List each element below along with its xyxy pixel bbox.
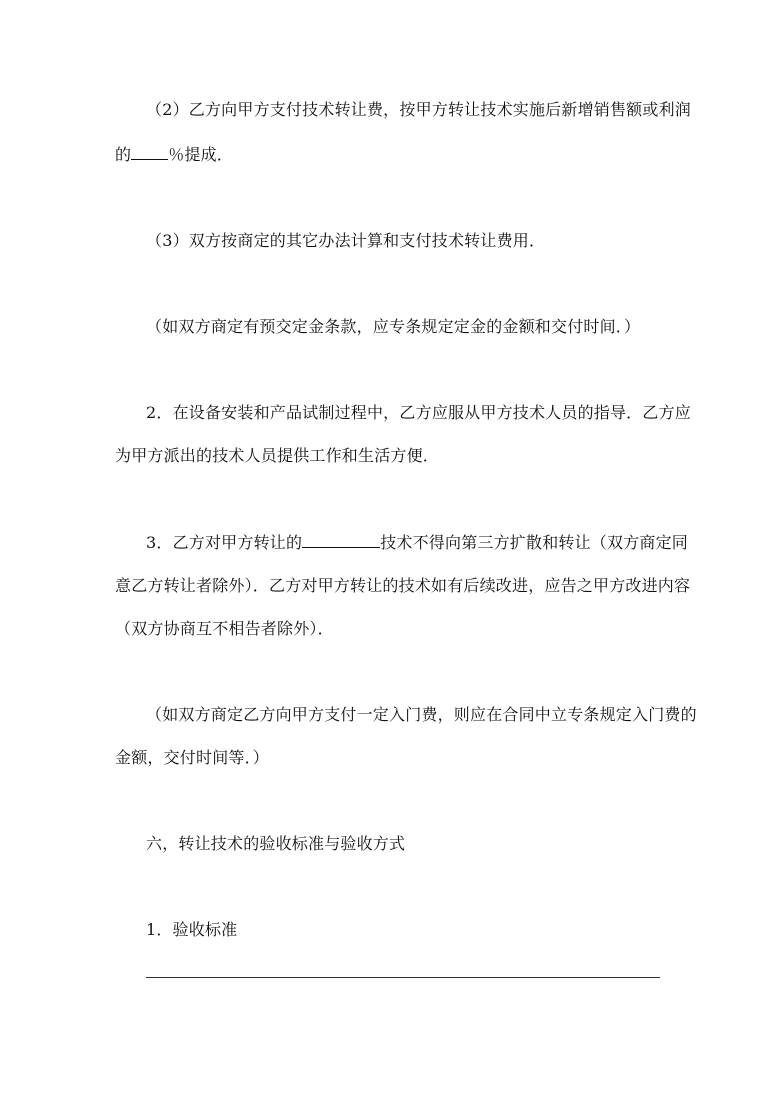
fill-in-line (146, 977, 660, 978)
text-after-blank: ％提成． (168, 145, 234, 164)
paragraph-fee-line-2 (115, 143, 675, 166)
paragraph-deposit-note: （如双方商定有预交定金条款，应专条规定定金的金额和交付时间．） (146, 317, 641, 336)
technology-name-blank (302, 531, 380, 548)
text-after-blank: 技术不得向第三方扩散和转让（双方商定同 (380, 533, 688, 552)
section-heading: 六，转让技术的验收标准与验收方式 (146, 834, 406, 853)
percentage-blank (131, 143, 168, 160)
paragraph-confidentiality-line-2: 意乙方转让者除外）．乙方对甲方转让的技术如有后续改进，应告之甲方改进内容 (115, 576, 691, 595)
paragraph-guidance-line-2: 为甲方派出的技术人员提供工作和生活方便． (115, 446, 440, 465)
text-before-blank: 的 (115, 145, 132, 164)
paragraph-entry-fee-line-2: 金额，交付时间等．） (115, 748, 270, 767)
paragraph-confidentiality-line-3: （双方协商互不相告者除外）． (115, 619, 334, 638)
paragraph-confidentiality-line-1 (146, 531, 706, 554)
paragraph-guidance-line-1: 2．在设备安装和产品试制过程中，乙方应服从甲方技术人员的指导．乙方应 (146, 403, 691, 422)
text-before-blank: 3．乙方对甲方转让的 (146, 533, 303, 552)
paragraph-other-method: （3）双方按商定的其它办法计算和支付技术转让费用． (146, 231, 546, 250)
paragraph-fee-line-1: （2）乙方向甲方支付技术转让费，按甲方转让技术实施后新增销售额或利润 (146, 100, 691, 119)
paragraph-entry-fee-line-1: （如双方商定乙方向甲方支付一定入门费，则应在合同中立专条规定入门费的 (146, 705, 697, 724)
sub-heading: 1．验收标准 (146, 920, 238, 939)
